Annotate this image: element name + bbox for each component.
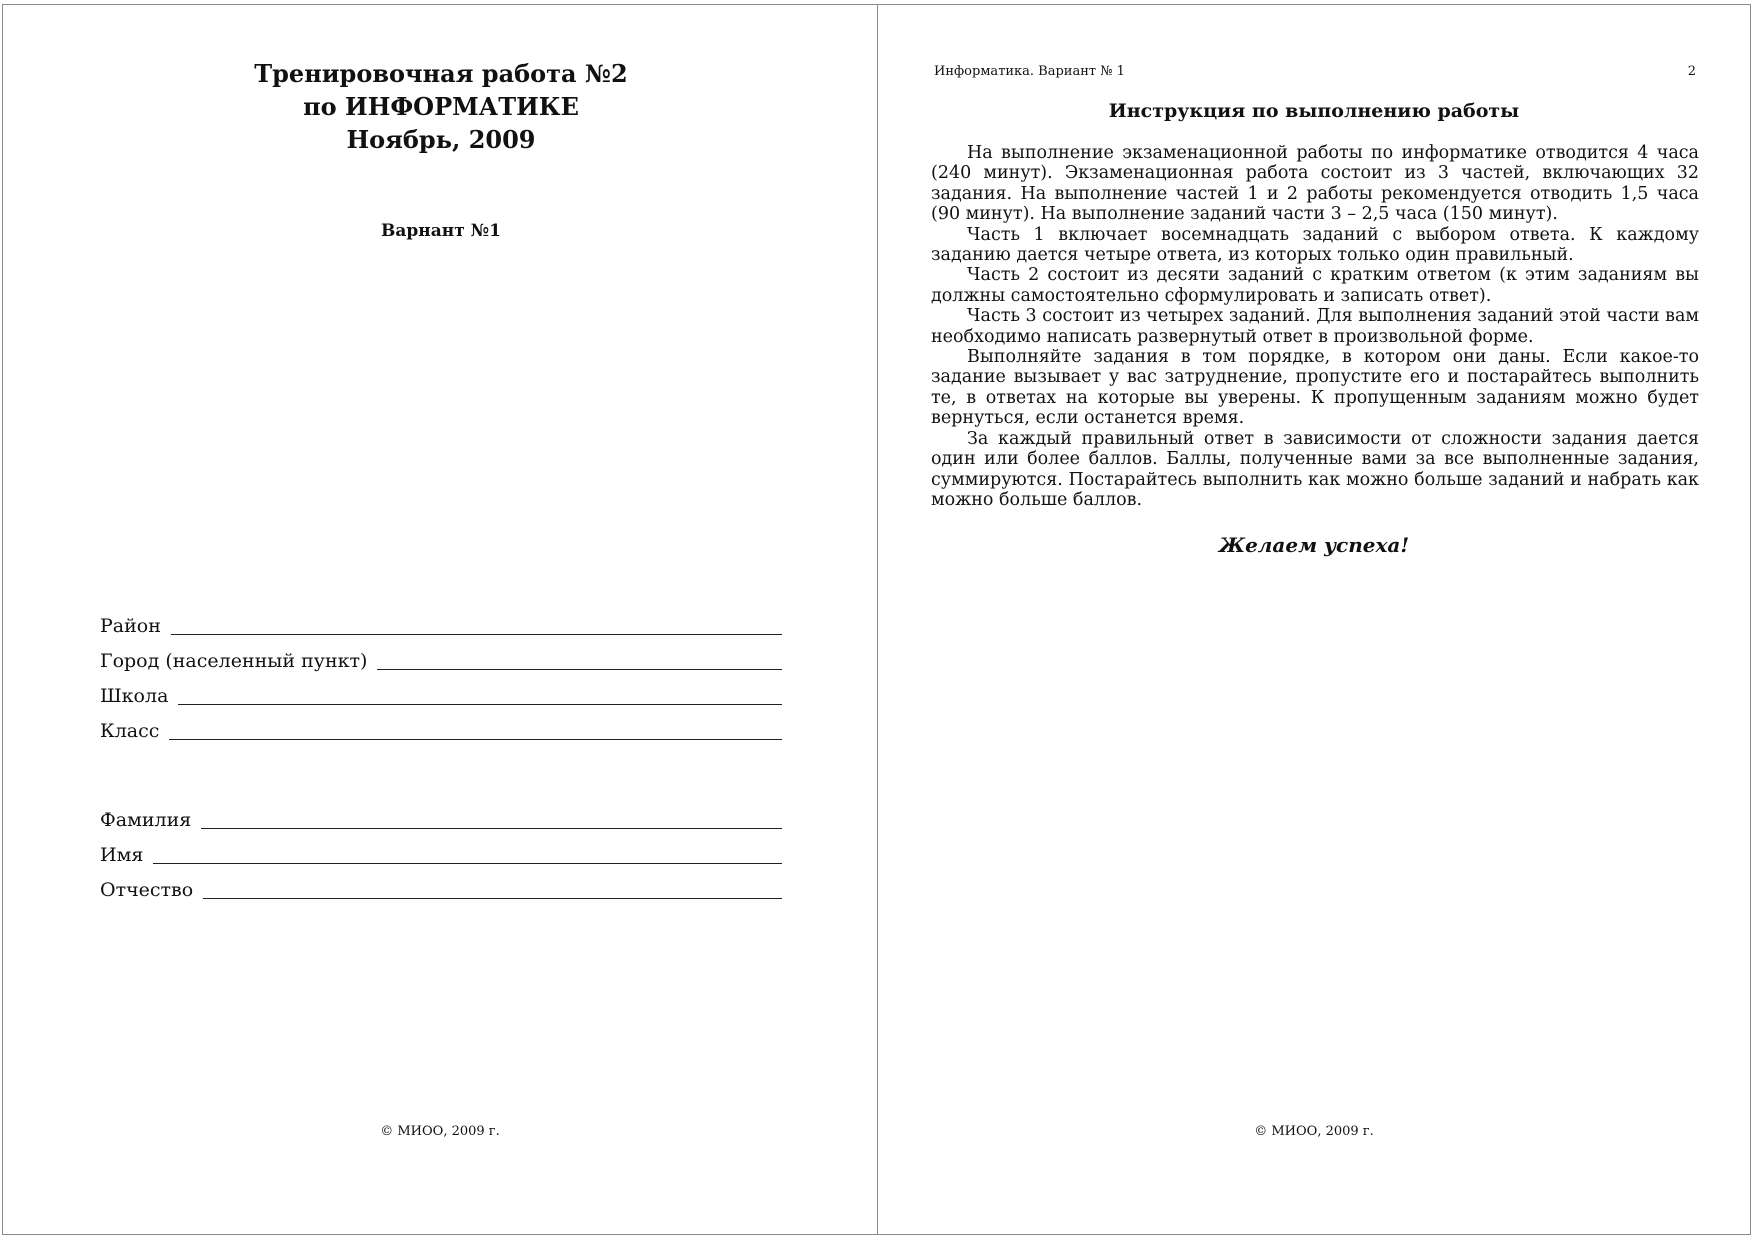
field-label: Фамилия <box>100 809 192 831</box>
copyright-right: © МИОО, 2009 г. <box>1254 1124 1374 1139</box>
class-blank-line[interactable] <box>169 739 782 740</box>
field-label: Класс <box>100 720 160 742</box>
page-number: 2 <box>1687 64 1696 79</box>
person-fields <box>100 796 782 901</box>
field-first-name <box>100 831 782 866</box>
copyright-left: © МИОО, 2009 г. <box>380 1124 500 1139</box>
field-label: Город (населенный пункт) <box>100 650 368 672</box>
title-line-2: по ИНФОРМАТИКЕ <box>303 92 579 121</box>
field-label: Отчество <box>100 879 194 901</box>
good-luck-wish: Желаем успеха! <box>1218 533 1410 557</box>
field-district <box>100 602 782 637</box>
field-surname <box>100 796 782 831</box>
instructions-title: Инструкция по выполнению работы <box>1108 100 1520 122</box>
first-name-blank-line[interactable] <box>153 863 782 864</box>
instructions-page <box>877 4 1751 1235</box>
school-fields <box>100 602 782 742</box>
field-class <box>100 707 782 742</box>
patronymic-blank-line[interactable] <box>203 898 782 899</box>
district-blank-line[interactable] <box>171 634 782 635</box>
instructions-body <box>931 143 1699 510</box>
title-line-3: Ноябрь, 2009 <box>346 125 536 154</box>
paragraph: Часть 1 включает восемнадцать заданий с выбором ответа. К каждому заданию дается четыре ответа, из которых только один правильный. <box>931 224 1699 266</box>
school-blank-line[interactable] <box>178 704 782 705</box>
field-label: Район <box>100 615 161 637</box>
field-school <box>100 672 782 707</box>
paragraph: Выполняйте задания в том порядке, в котором они даны. Если какое-то задание вызывает у вас затруднение, пропустите его и постарайтесь выполнить те, в ответах на которые вы уверены. К пропущенным заданиям можно будет вернуться, если останется время. <box>931 347 1699 429</box>
running-header <box>934 64 1696 79</box>
city-blank-line[interactable] <box>377 669 782 670</box>
field-label: Школа <box>100 685 169 707</box>
document-title <box>3 57 879 156</box>
field-patronymic <box>100 866 782 901</box>
paragraph: Часть 2 состоит из десяти заданий с кратким ответом (к этим заданиям вы должны самостоятельно сформулировать и записать ответ). <box>931 265 1699 306</box>
header-subject: Информатика. Вариант № 1 <box>934 64 1125 79</box>
paragraph: За каждый правильный ответ в зависимости от сложности задания дается один или более баллов. Баллы, полученные вами за все выполненные задания, суммируются. Постарайтесь выполнить как можно больше заданий и набрать как можно больше баллов. <box>931 428 1699 510</box>
paragraph: Часть 3 состоит из четырех заданий. Для выполнения заданий этой части вам необходимо написать развернутый ответ в произвольной форме. <box>931 306 1699 347</box>
variant-label: Варнант №1 <box>381 221 501 241</box>
field-city <box>100 637 782 672</box>
title-line-1: Тренировочная работа №2 <box>254 59 628 88</box>
field-label: Имя <box>100 844 144 866</box>
paragraph: На выполнение экзаменационной работы по информатике отводится 4 часа (240 минут). Экзаменационная работа состоит из 3 частей, включающих 32 задания. На выполнение частей 1 и 2 работы рекомендуется отводить 1,5 часа (90 минут). На выполнение заданий части 3 – 2,5 часа (150 минут). <box>931 143 1699 225</box>
title-page <box>2 4 878 1235</box>
surname-blank-line[interactable] <box>201 828 782 829</box>
